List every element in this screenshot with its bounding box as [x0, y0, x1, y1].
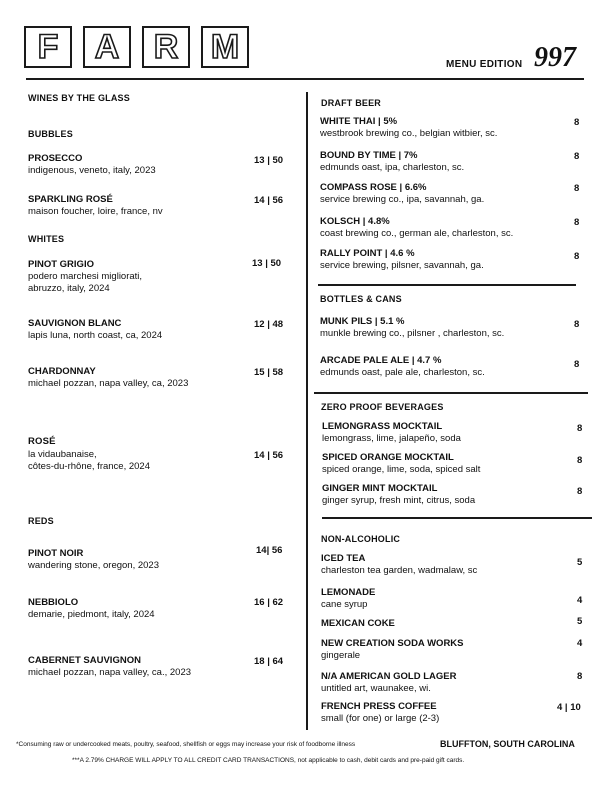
menu-item-new-creation-soda-works — [321, 638, 464, 662]
item-description: cane syrup — [321, 599, 368, 610]
item-price: 8 — [577, 455, 583, 466]
logo-letter: M — [210, 28, 240, 66]
draft-beer-heading: DRAFT BEER — [321, 98, 381, 108]
wines-by-the-glass-heading: WINES BY THE GLASS — [28, 93, 130, 103]
item-price: 15 | 58 — [254, 367, 284, 378]
menu-item-pinot-grigio — [28, 259, 142, 295]
item-price: 8 — [577, 486, 583, 497]
column-divider — [306, 92, 308, 730]
item-price: 8 — [574, 151, 580, 162]
item-description: edmunds oast, ipa, charleston, sc. — [320, 162, 465, 173]
item-description: westbrook brewing co., belgian witbier, sc. — [320, 128, 498, 139]
item-name: PROSECCO — [28, 153, 83, 164]
item-price: 16 | 62 — [254, 597, 284, 608]
menu-item-rose — [28, 449, 150, 473]
menu-item-rally-point — [320, 248, 484, 272]
item-price: 8 — [574, 319, 580, 330]
non-alcoholic-heading: NON-ALCOHOLIC — [321, 534, 401, 544]
menu-item-nebbiolo — [28, 597, 155, 621]
item-name: ARCADE PALE ALE | 4.7 % — [320, 355, 442, 366]
menu-item-kolsch — [320, 216, 513, 240]
location-text: BLUFFTON, SOUTH CAROLINA — [440, 739, 575, 749]
farm-logo — [24, 26, 292, 72]
item-name: NEW CREATION SODA WORKS — [321, 638, 464, 649]
logo-letter: R — [153, 28, 179, 66]
item-description: spiced orange, lime, soda, spiced salt — [322, 464, 481, 475]
section-divider — [314, 392, 588, 394]
item-description: demarie, piedmont, italy, 2024 — [28, 609, 155, 620]
item-price: 5 — [577, 616, 583, 627]
edition-number: 997 — [534, 42, 576, 73]
item-name: MUNK PILS | 5.1 % — [320, 316, 405, 327]
menu-item-cabernet-sauvignon — [28, 655, 191, 679]
item-name: KOLSCH | 4.8% — [320, 216, 390, 227]
item-price: 18 | 64 — [254, 656, 284, 667]
item-description: untitled art, waunakee, wi. — [321, 683, 431, 694]
item-price: 13 | 50 — [252, 258, 282, 269]
item-name: GINGER MINT MOCKTAIL — [322, 483, 438, 494]
item-name: LEMONADE — [321, 587, 376, 598]
item-price: 4 — [577, 638, 583, 649]
logo-letter: A — [94, 28, 120, 66]
item-description: la vidaubanaise, — [28, 449, 97, 460]
menu-item-iced-tea — [321, 553, 477, 577]
item-name: BOUND BY TIME | 7% — [320, 150, 418, 161]
item-description: munkle brewing co., pilsner , charleston, sc. — [320, 328, 505, 339]
menu-item-lemonade — [321, 587, 375, 611]
item-description: abruzzo, italy, 2024 — [28, 283, 110, 294]
foodborne-illness-warning: *Consuming raw or undercooked meats, poultry, seafood, shellfish or eggs may increase your risk of foodborne illness — [16, 741, 356, 748]
menu-item-pinot-noir — [28, 548, 159, 572]
item-price: 5 — [577, 557, 583, 568]
section-divider — [318, 284, 576, 286]
item-description: edmunds oast, pale ale, charleston, sc. — [320, 367, 485, 378]
menu-item-white-thai — [320, 116, 497, 140]
menu-item-sauvignon-blanc — [28, 318, 162, 342]
logo-letter-box — [83, 26, 131, 68]
item-price: 8 — [574, 117, 580, 128]
item-description: service brewing co., ipa, savannah, ga. — [320, 194, 485, 205]
item-name: CABERNET SAUVIGNON — [28, 655, 141, 666]
edition-label: MENU EDITION — [446, 59, 523, 70]
menu-item-chardonnay — [28, 366, 188, 390]
item-price: 4 — [577, 595, 583, 606]
item-price: 8 — [574, 359, 580, 370]
item-price: 14 | 56 — [254, 195, 284, 206]
item-name: PINOT NOIR — [28, 548, 84, 559]
item-name: COMPASS ROSE | 6.6% — [320, 182, 427, 193]
menu-item-ginger-mint-mocktail — [322, 483, 475, 507]
section-divider — [322, 517, 592, 519]
item-price: 4 | 10 — [557, 702, 581, 713]
header-divider — [26, 78, 584, 80]
item-description: charleston tea garden, wadmalaw, sc — [321, 565, 478, 576]
item-description: wandering stone, oregon, 2023 — [28, 560, 159, 571]
item-name: SAUVIGNON BLANC — [28, 318, 122, 329]
item-description: michael pozzan, napa valley, ca., 2023 — [28, 667, 192, 678]
item-name: ICED TEA — [321, 553, 366, 564]
bottles-and-cans-heading: BOTTLES & CANS — [320, 294, 402, 304]
item-price: 12 | 48 — [254, 319, 284, 330]
menu-item-sparkling-rose — [28, 194, 163, 218]
item-description: service brewing, pilsner, savannah, ga. — [320, 260, 484, 271]
item-description: ginger syrup, fresh mint, citrus, soda — [322, 495, 476, 506]
item-name: PINOT GRIGIO — [28, 259, 94, 270]
menu-item-bound-by-time — [320, 150, 464, 174]
menu-item-compass-rose — [320, 182, 484, 206]
menu-item-lemongrass-mocktail — [322, 421, 461, 445]
item-price: 8 — [574, 251, 580, 262]
menu-item-arcade-pale-ale — [320, 355, 485, 379]
item-price: 14 | 56 — [254, 450, 284, 461]
item-name: SPICED ORANGE MOCKTAIL — [322, 452, 454, 463]
menu-item-na-american-gold-lager — [321, 671, 456, 695]
zero-proof-heading: ZERO PROOF BEVERAGES — [321, 402, 444, 412]
item-name: SPARKLING ROSÉ — [28, 194, 113, 205]
item-description: podero marchesi migliorati, — [28, 271, 143, 282]
menu-item-munk-pils — [320, 316, 504, 340]
item-name: RALLY POINT | 4.6 % — [320, 248, 415, 259]
item-description: gingerale — [321, 650, 361, 661]
item-description: coast brewing co., german ale, charleston, sc. — [320, 228, 514, 239]
item-description: michael pozzan, napa valley, ca, 2023 — [28, 378, 189, 389]
item-description: lapis luna, north coast, ca, 2024 — [28, 330, 163, 341]
item-description: lemongrass, lime, jalapeño, soda — [322, 433, 461, 444]
item-description: maison foucher, loire, france, nv — [28, 206, 163, 217]
item-price: 8 — [577, 671, 583, 682]
rose-heading: ROSÉ — [28, 436, 56, 447]
menu-item-mexican-coke — [321, 618, 395, 630]
menu-item-french-press-coffee — [321, 701, 439, 725]
item-name: N/A AMERICAN GOLD LAGER — [321, 671, 457, 682]
whites-heading: WHITES — [28, 234, 65, 244]
item-name: WHITE THAI | 5% — [320, 116, 398, 127]
logo-letter: F — [37, 28, 59, 66]
item-price: 13 | 50 — [254, 155, 284, 166]
item-price: 8 — [574, 183, 580, 194]
logo-letter-box — [24, 26, 72, 68]
item-description: small (for one) or large (2-3) — [321, 713, 440, 724]
reds-heading: REDS — [28, 516, 54, 526]
menu-item-prosecco — [28, 153, 156, 177]
bubbles-heading: BUBBLES — [28, 129, 73, 139]
item-name: FRENCH PRESS COFFEE — [321, 701, 437, 712]
item-price: 14| 56 — [256, 545, 283, 556]
logo-letter-box — [201, 26, 249, 68]
menu-item-spiced-orange-mocktail — [322, 452, 480, 476]
item-price: 8 — [574, 217, 580, 228]
item-description: indigenous, veneto, italy, 2023 — [28, 165, 156, 176]
item-name: CHARDONNAY — [28, 366, 96, 377]
item-description: côtes-du-rhône, france, 2024 — [28, 461, 150, 472]
item-name: MEXICAN COKE — [321, 618, 395, 629]
item-price: 8 — [577, 423, 583, 434]
credit-card-surcharge-note: ***A 2.79% CHARGE WILL APPLY TO ALL CREDIT CARD TRANSACTIONS, not applicable to cash, debit cards and pre-paid gift cards. — [72, 757, 465, 764]
item-name: LEMONGRASS MOCKTAIL — [322, 421, 443, 432]
logo-letter-box — [142, 26, 190, 68]
item-name: NEBBIOLO — [28, 597, 79, 608]
